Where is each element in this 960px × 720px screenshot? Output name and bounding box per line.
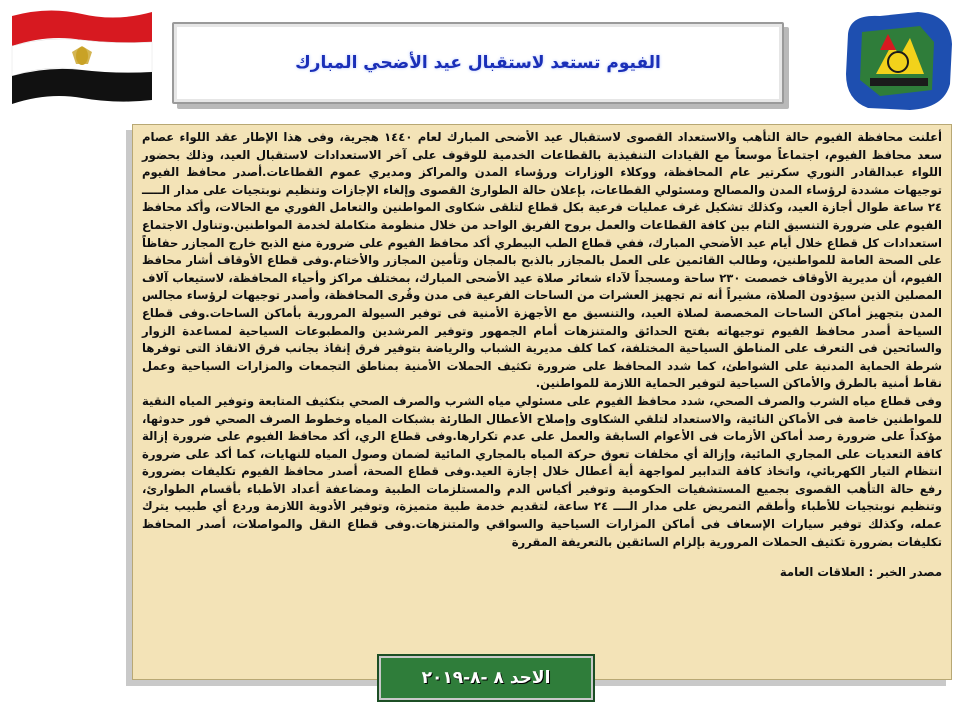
date-banner	[379, 656, 593, 700]
article-paragraph: وفى قطاع مياه الشرب والصرف الصحي، شدد محافظ الفيوم على مسئولي مياه الشرب والصرف الصحي بتكثيف المتابعة وتوفير المياه النقية للمواطنين خاصة فى الأماكن النائية، والاستعداد لتلقي الشكاوى وإصلاح الأعطال الطارئة بشبكات المياه وخطوط الصرف الصحي فور حدوثها، مؤكداً على ضرورة رصد أماكن الأزمات فى الأعوام السابقة والعمل على عدم تكرارها.وفى قطاع الري، أكد محافظ الفيوم على ضرورة إزالة كافة التعديات على المجاري المائية، وإزالة أي مخلفات تعوق حركة المياه بالمجاري المائية لضمان وصول المياه للنهايات، كما أكد على ضرورة انتظام التيار الكهربائي، واتخاذ كافة التدابير لمواجهة أية أعطال خلال إجازة العيد.وفى قطاع الصحة، أصدر محافظ الفيوم تكليفات بضرورة رفع حالة التأهب القصوى بجميع المستشفيات الحكومية وتوفير أكياس الدم والمستلزمات الطبية ومضاعفة أعداد الأطباء بأقسام الطوارئ، وتنظيم نوبتجيات للأطباء وأطقم التمريض على مدار الــــ ٢٤ ساعة، لتقديم خدمة طبية متميزة، وتوفير الأدوية اللازمة وردع أي طبيب يترك عمله، وكذلك توفير سيارات الإسعاف فى أماكن المزارات السياحية والسواقي والمتنزهات.وفى قطاع النقل والمواصلات، أصدر المحافظ تكليفات بضرورة تكثيف الحملات المرورية بإلزام السائقين بالتعريفة المقررة	[142, 393, 942, 549]
egypt-flag-icon	[8, 6, 156, 104]
page-title: الفيوم تستعد لاستقبال عيد الأضحي المبارك	[295, 53, 661, 73]
title-banner	[172, 22, 784, 104]
fayoum-governorate-logo-icon	[840, 4, 958, 116]
article-panel	[132, 124, 952, 680]
publish-date: الاحد ٨ -٨-٢٠١٩	[421, 668, 551, 688]
article-paragraph: أعلنت محافظة الفيوم حالة التأهب والاستعداد القصوى لاستقبال عيد الأضحى المبارك لعام ١٤٤٠ هجرية، وفى هذا الإطار عقد اللواء عصام سعد محافظ الفيوم، اجتماعاً موسعاً مع القيادات التنفيذية بالقطاعات الخدمية للوقوف على آخر الاستعدادات لاستقبال العيد، وذلك بحضور اللواء عبدالقادر النوري سكرتير عام المحافظة، ووكلاء الوزارات ورؤساء المدن والمراكز ومديري عموم القطاعات.أصدر محافظ الفيوم توجيهات مشددة لرؤساء المدن والمصالح ومسئولي القطاعات، بإعلان حالة الطوارئ القصوى وإلغاء الإجازات وتنظيم نوبتجيات على مدار الـــــ ٢٤ ساعة طوال أجازة العيد، وكذلك تشكيل غرف عمليات فرعية بكل قطاع لتلقى شكاوى المواطنين والتعامل الفوري مع الحالات، وأكد محافظ الفيوم على ضرورة التنسيق التام بين كافة القطاعات والعمل بروح الفريق الواحد من خلال منظومة متكاملة لخدمة المواطنين.وتناول الاجتماع استعدادات كل قطاع خلال أيام عيد الأضحي المبارك، ففي قطاع الطب البيطري أكد محافظ الفيوم على ضرورة منع الذبح خارج المجازر حفاظاً على الصحة العامة للمواطنين، وطالب القائمين على العمل بالمجازر بالذبح بالمجان وتأمين المجازر والأختام.وفى قطاع الأوقاف أشار محافظ الفيوم، أن مديرية الأوقاف خصصت ٢٣٠ ساحة ومسجداً لآداء شعائر صلاة عيد الأضحى المبارك، بمختلف مراكز وأحياء المحافظة، لاستيعاب آلاف المصلين الذين سيؤدون الصلاة، مشيراً أنه تم تجهيز العشرات من الساحات الفرعية فى مدن وقُرى المحافظة، وأصدر توجيهات لرؤساء مجالس المدن بتجهيز أماكن الساحات المخصصة لصلاة العيد، والتنسيق مع الأجهزة الأمنية فى توفير السيولة المرورية بأماكن الساحات.وفى قطاع السياحة أصدر محافظ الفيوم توجيهاته بفتح الحدائق والمتنزهات أمام الجمهور وتوفير المرشدين والمطبوعات السياحية لمساعدة الزوار والسائحين فى التعرف على المناطق السياحية المختلفة، كما كلف مديرية الشباب والرياضة بتوفير فرق إنقاذ بجانب فرق الانقاذ التى توفرها شرطة الحماية المدنية على الشواطئ، كما شدد المحافظ على ضرورة تكثيف الحملات الأمنية بمناطق التجمعات والمزارات السياحية وعمل نقاط أمنية بالطرق والأماكن السياحية لتوفير الحماية اللازمة للمواطنين.	[142, 130, 943, 391]
news-source: مصدر الخبر : العلاقات العامة	[779, 565, 942, 580]
article-body	[142, 129, 942, 551]
